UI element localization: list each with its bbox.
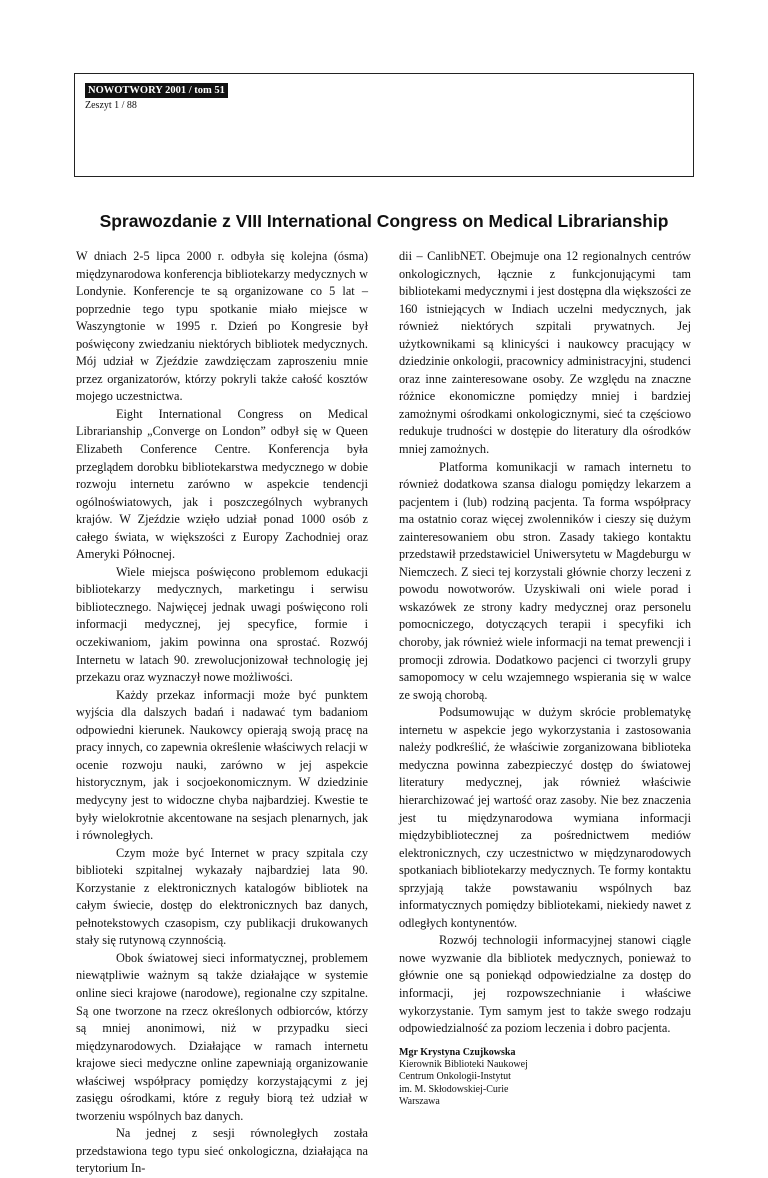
author-city: Warszawa bbox=[399, 1096, 440, 1108]
author-name: Mgr Krystyna Czujkowska bbox=[399, 1046, 516, 1058]
paragraph: Rozwój technologii informacyjnej stanowi ciągle nowe wyzwanie dla bibliotek medycznych, ponieważ to głównie one są poniekąd odpowiedzialne za dostęp do informacji, jej rozpowszechnianie i właściwe wykorzystanie. Tym samym jest to także swego rodzaju odpowiedzialność za poziom leczenia i dobro pacjenta. bbox=[399, 933, 691, 1036]
journal-tag: NOWOTWORY 2001 / tom 51 bbox=[85, 83, 228, 98]
journal-header-box bbox=[74, 73, 694, 177]
author-affiliation-line: im. M. Skłodowskiej-Curie bbox=[399, 1083, 509, 1095]
author-affiliation-line: Kierownik Biblioteki Naukowej bbox=[399, 1059, 528, 1071]
paragraph: Eight International Congress on Medical Librarianship „Converge on London” odbył się w Queen Elizabeth Conference Centre. Konferencja była przeglądem dorobku bibliotekarstwa medycznego w dobie rozwoju internetu zarówno w aspekcie tendencji ogólnoświatowych, jak i poszczególnych wybranych krajów. W Zjeździe wzięło udział ponad 1000 osób z całego świata, w większości z Europy Zachodniej oraz Ameryki Północnej. bbox=[76, 406, 368, 562]
paragraph: Platforma komunikacji w ramach internetu to również dodatkowa szansa dialogu pomiędzy lekarzem a pacjentem i (lub) rodziną pacjenta. Ta forma współpracy ma ostatnio coraz więcej zwolenników i cieszy się dużym zainteresowaniem obu stron. Zasady takiego kontaktu przedstawił przedstawiciel Uniwersytetu w Magdeburgu w Niemczech. Z sieci tej korzystali głównie chorzy leczeni z powodu nowotworów. Uzyskiwali oni wiele porad i wskazówek ze strony kadry medycznej oraz personelu pomocniczego, dotyczących terapii i specyfiki ich choroby, jak również wiele informacji na temat prewencji i promocji zdrowia. Dodatkowo pacjenci ci tworzyli grupy samopomocy w celu wzajemnego wspierania się w walce ze swoją chorobą. bbox=[399, 459, 691, 702]
issue-line: Zeszyt 1 / 88 bbox=[85, 100, 137, 111]
paragraph: Czym może być Internet w pracy szpitala czy biblioteki szpitalnej wykazały najbardziej lata 90. Korzystanie z elektronicznych katalogów bibliotek na całym świecie, dostęp do elektronicznych baz danych, pełnotekstowych czasopism, czy publikacji drukowanych stały się rutynową czynnością. bbox=[76, 845, 368, 948]
paragraph: Na jednej z sesji równoległych została przedstawiona tego typu sieć onkologiczna, działająca na terytorium In- bbox=[76, 1126, 368, 1176]
paragraph: W dniach 2-5 lipca 2000 r. odbyła się kolejna (ósma) międzynarodowa konferencja bibliotekarzy medycznych w Londynie. Konferencje te są organizowane co 5 lat – poprzednie tego typu spotkanie miało miejsce w Waszyngtonie w 1995 r. Dzień po Kongresie był poświęcony zwiedzaniu niektórych bibliotek medycznych. Mój udział w Zjeździe zawdzięczam zaproszeniu mnie przez organizatorów, którzy pokryli także całość kosztów mojego uczestnictwa. bbox=[76, 249, 368, 404]
paragraph: dii – CanlibNET. Obejmuje ona 12 regionalnych centrów onkologicznych, łącznie z funkcjonującymi tam bibliotekami medycznymi i jest dostępna dla większości ze 160 istniejących w Indiach uczelni medycznych, jak również niektórych szpitali prywatnych. Jej użytkownikami są klinicyści i naukowcy pracujący w dziedzinie onkologii, pracownicy administracyjni, studenci oraz inne zainteresowane osoby. Ze względu na znaczne różnice ekonomiczne pomiędzy mniej i bardziej zamożnymi ośrodkami onkologicznymi, sieć ta częściowo redukuje trudności w dostępie do literatury dla ośrodków mniej zamożnych. bbox=[399, 249, 691, 457]
left-column bbox=[76, 248, 368, 1178]
article-title: Sprawozdanie z VIII International Congress on Medical Librarianship bbox=[99, 211, 669, 231]
paragraph: Każdy przekaz informacji może być punktem wyjścia dla dalszych badań i nadawać tym badaniom odpowiedni kierunek. Naukowcy opierają swoją pracę na pracy innych, co zapewnia określenie właściwych relacji w ocenie rozwoju nauki, zarówno w jej aspekcie historycznym, jak i socjoekonomicznym. W dziedzinie medycyny jest to widoczne chyba najbardziej. Kwestie te były wielokrotnie akcentowane na sesjach plenarnych, jak i równoległych. bbox=[76, 687, 368, 843]
paragraph: Obok światowej sieci informatycznej, problemem niewątpliwie ważnym są także działające w systemie online sieci krajowe (narodowe), regionalne czy szpitalne. Są one tworzone na rzecz określonych odbiorców, którzy są mniej anonimowi, niż w przypadku sieci międzynarodowych. Działające w ramach internetu krajowe sieci medyczne online zapewniają organizowanie właściwej współpracy pomiędzy korzystającymi z jej zasięgu ośrodkami, które z reguły biorą też udział w tworzeniu wspólnych baz danych. bbox=[76, 950, 368, 1123]
paragraph: Wiele miejsca poświęcono problemom edukacji bibliotekarzy medycznych, marketingu i serwisu bibliotecznego. Najwięcej jednak uwagi poświęcono roli informacji medycznej, jej specyfice, formie i oczekiwaniom, jakim powinna ona sprostać. Rozwój Internetu w latach 90. zrewolucjonizował technologię jej przekazu oraz wyznaczył nowe możliwości. bbox=[76, 564, 368, 685]
paragraph: Podsumowując w dużym skrócie problematykę internetu w aspekcie jego wykorzystania i zastosowania należy podkreślić, że właściwie zorganizowana biblioteka medyczna powinna zabezpieczyć dostęp do światowej literatury medycznej, jak również właściwie hierarchizować jej wartość oraz zasoby. Nie bez znaczenia jest tu międzynarodowa wymiana informacji międzybibliotecznej za pośrednictwem mediów elektronicznych, czy uczestnictwo w międzynarodowych spotkaniach bibliotekarzy medycznych. Te formy kontaktu sprzyjają także powstawaniu wspólnych baz informatycznych pomiędzy bibliotekami, niekiedy nawet z odległych kontynentów. bbox=[399, 705, 691, 930]
right-column bbox=[399, 248, 691, 1109]
author-signature bbox=[399, 1047, 691, 1109]
author-affiliation-line: Centrum Onkologii-Instytut bbox=[399, 1071, 511, 1083]
